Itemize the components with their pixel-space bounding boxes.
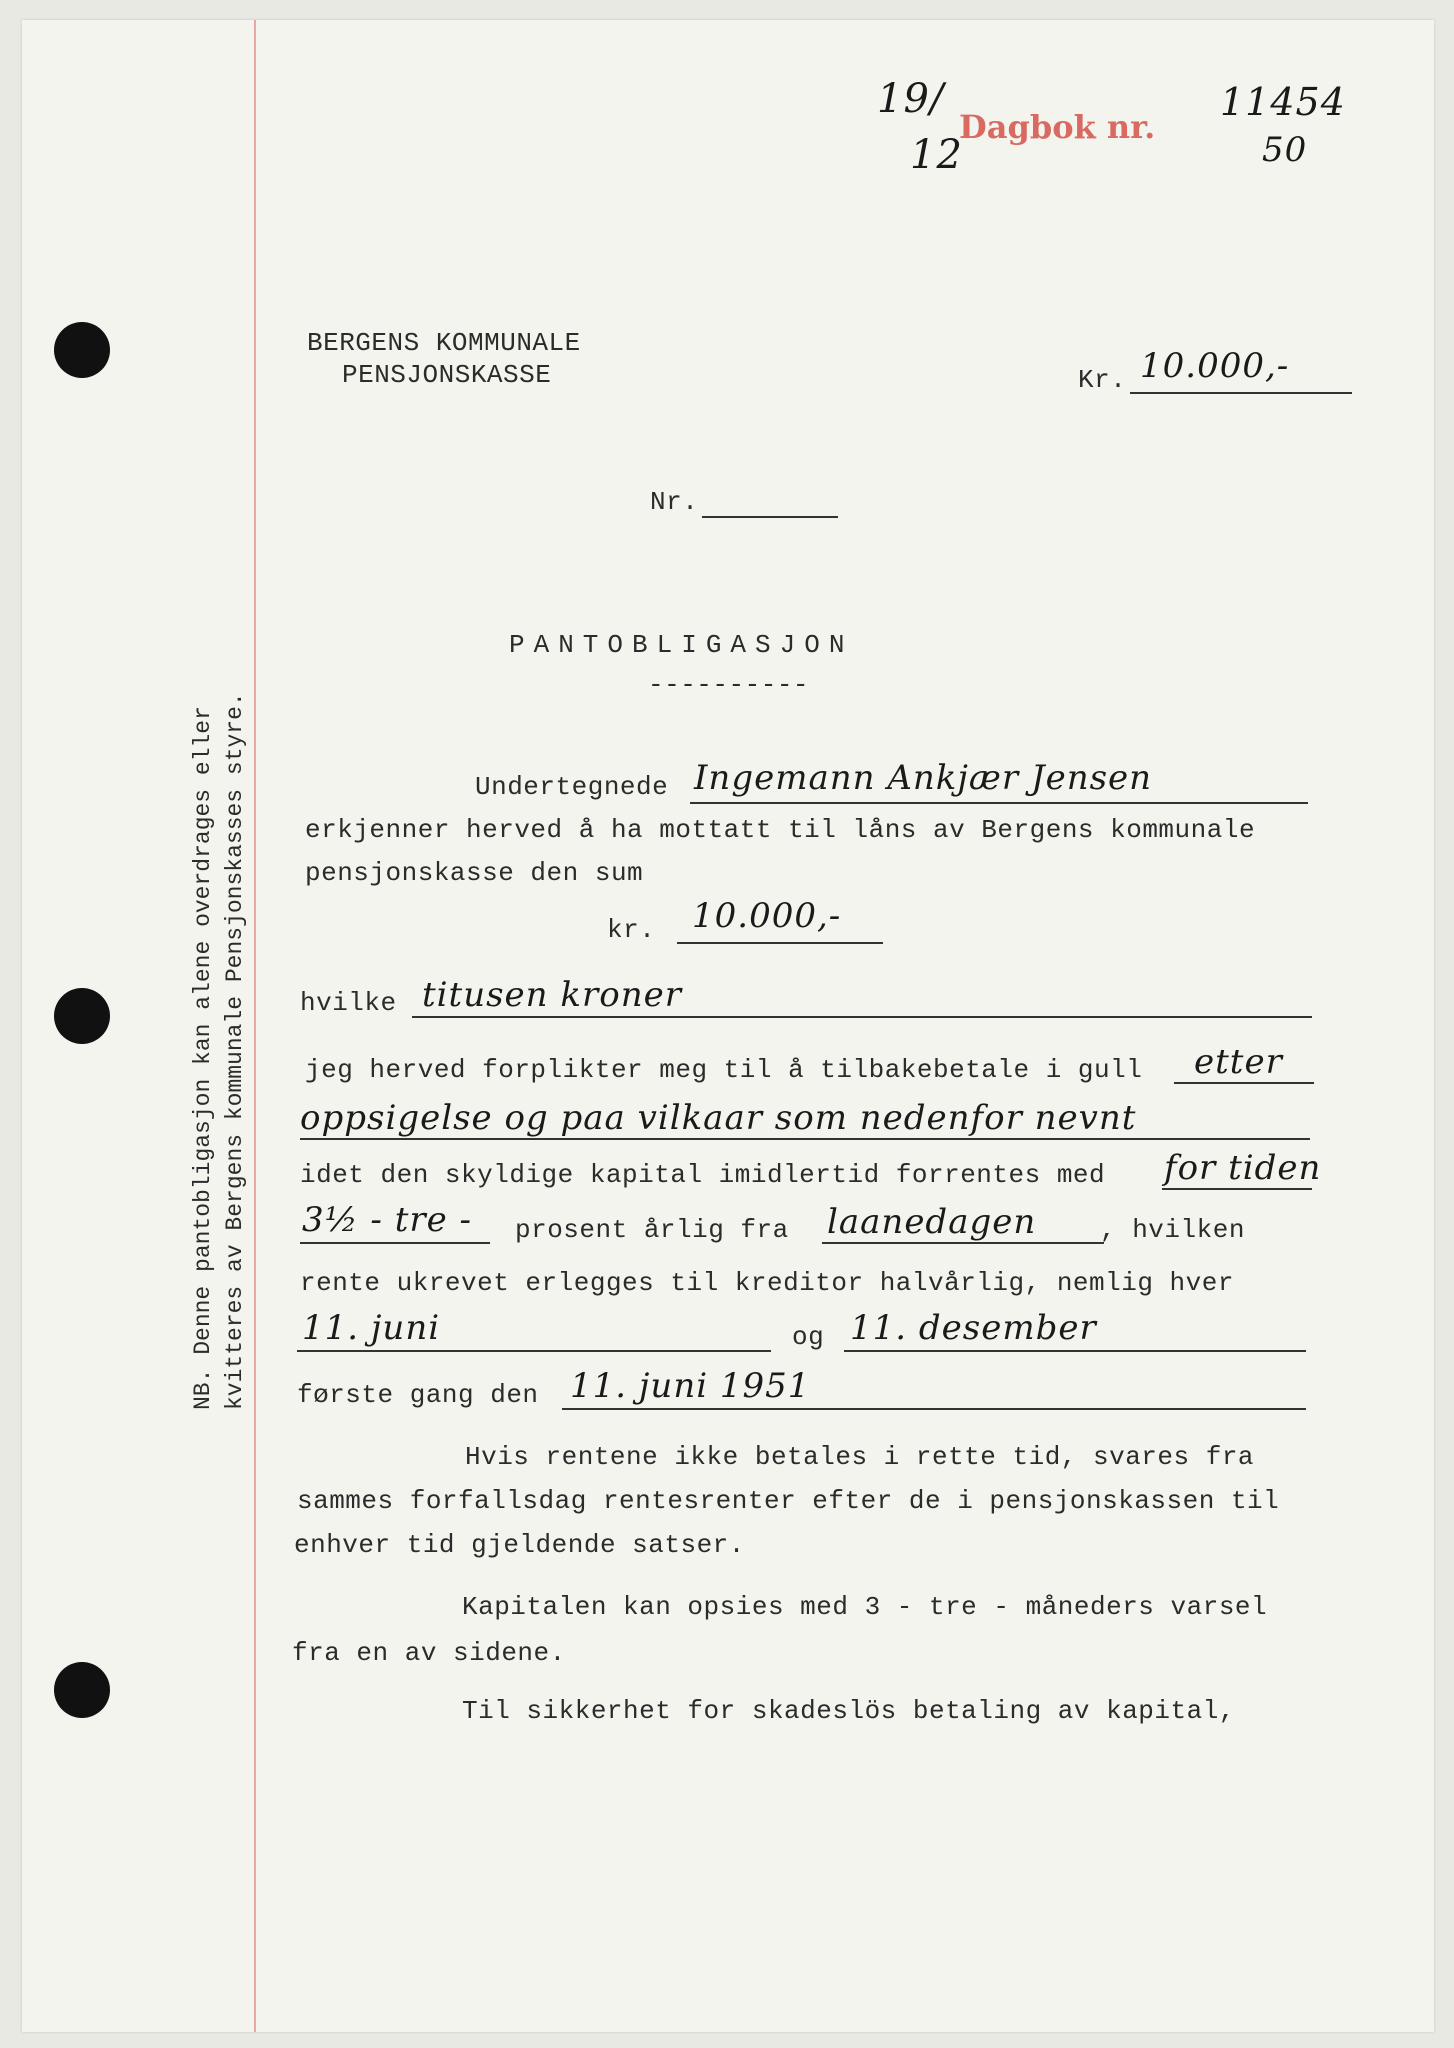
hand-etter: etter [1194, 1042, 1283, 1082]
text-idet: idet den skyldige kapital imidlertid forrentes med [300, 1160, 1106, 1190]
text-rente: rente ukrevet erlegges til kreditor halvårlig, nemlig hver [300, 1268, 1234, 1298]
document-title: PANTOBLIGASJON [509, 630, 854, 660]
hvilke-label: hvilke [300, 988, 397, 1018]
hand-rate: 3½ - tre - [302, 1200, 473, 1240]
para-kapital-2: fra en av sidene. [292, 1638, 566, 1668]
first-date-line [562, 1408, 1306, 1410]
hand-first-date: 11. juni 1951 [570, 1366, 811, 1406]
hvilke-line [412, 1016, 1312, 1018]
para-hvis-2: sammes forfallsdag rentesrenter efter de i pensjonskassen til [297, 1486, 1280, 1516]
debtor-name-line [690, 802, 1308, 804]
para-sikkerhet: Til sikkerhet for skadeslös betaling av kapital, [462, 1696, 1235, 1726]
hand-date-2: 11. desember [850, 1308, 1097, 1348]
forste-label: første gang den [297, 1380, 539, 1410]
etter-line [1174, 1082, 1314, 1084]
date-1-line [297, 1350, 771, 1352]
title-underline: ---------- [648, 670, 810, 700]
kr-label: kr. [607, 915, 656, 945]
text-prosent: prosent årlig fra [515, 1215, 789, 1245]
amount-header-label: Kr. [1078, 365, 1127, 395]
text-pensjonskasse: pensjonskasse den sum [305, 858, 644, 888]
nr-label: Nr. [650, 487, 699, 517]
oppsigelse-line [300, 1138, 1310, 1140]
undertegnede-label: Undertegnede [475, 772, 669, 802]
journal-number: 11454 [1220, 80, 1346, 124]
para-kapital-1: Kapitalen kan opsies med 3 - tre - måneders varsel [462, 1592, 1268, 1622]
kr-amount-line [677, 942, 883, 944]
margin-rule [254, 20, 256, 2032]
punch-hole-top [54, 322, 110, 378]
og-label: og [792, 1322, 825, 1352]
side-note-line-2: kvitteres av Bergens kommunale Pensjonskasses styre. [222, 692, 248, 1410]
laanedagen-line [822, 1242, 1104, 1244]
amount-header-value: 10.000,- [1140, 346, 1290, 386]
side-note-line-1: NB. Denne pantobligasjon kan alene overdrages eller [190, 706, 216, 1410]
nr-blank-line [702, 516, 838, 518]
rate-line [300, 1242, 490, 1244]
document-page [22, 20, 1434, 2032]
para-hvis-3: enhver tid gjeldende satser. [294, 1530, 745, 1560]
hand-laanedagen: laanedagen [827, 1202, 1037, 1242]
text-erkjenner: erkjenner herved å ha mottatt til låns av Bergens kommunale [305, 815, 1256, 845]
hand-date-1: 11. juni [302, 1308, 441, 1348]
for-tiden-line [1162, 1188, 1312, 1190]
text-forplikter: jeg herved forplikter meg til å tilbakebetale i gull [305, 1055, 1143, 1085]
issuer-line-1: BERGENS KOMMUNALE [307, 328, 581, 358]
hand-oppsigelse: oppsigelse og paa vilkaar som nedenfor nevnt [300, 1098, 1137, 1138]
punch-hole-bottom [54, 1662, 110, 1718]
journal-stamp: Dagbok nr. [959, 108, 1156, 146]
debtor-name: Ingemann Ankjær Jensen [694, 758, 1153, 798]
journal-date-day: 19/ [877, 76, 945, 122]
punch-hole-middle [54, 988, 110, 1044]
issuer-line-2: PENSJONSKASSE [342, 360, 552, 390]
para-hvis-1: Hvis rentene ikke betales i rette tid, svares fra [465, 1442, 1255, 1472]
hand-for-tiden: for tiden [1164, 1148, 1322, 1188]
hvilke-words: titusen kroner [422, 975, 682, 1015]
kr-amount: 10.000,- [692, 896, 842, 936]
side-note [187, 692, 251, 1410]
journal-year: 50 [1262, 130, 1308, 170]
date-2-line [844, 1350, 1306, 1352]
amount-header-underline [1130, 392, 1352, 394]
text-hvilken: , hvilken [1100, 1215, 1245, 1245]
journal-date-month: 12 [910, 132, 963, 178]
